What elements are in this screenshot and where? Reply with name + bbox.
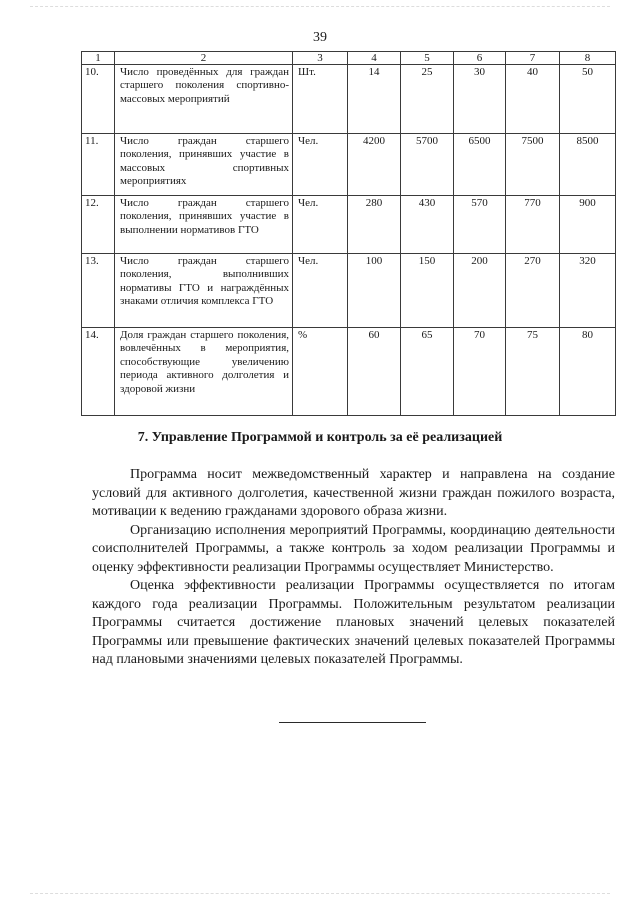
value-cell: 14: [348, 65, 401, 134]
header-cell: 8: [560, 52, 616, 65]
unit-cell: Чел.: [293, 196, 348, 254]
unit-cell: Шт.: [293, 65, 348, 134]
value-cell: 6500: [454, 134, 506, 196]
value-cell: 150: [401, 254, 454, 328]
value-cell: 4200: [348, 134, 401, 196]
indicator-name: Доля граждан старшего поколения, вовлечённых в мероприятия, способствующие увеличению периода активного долголетия и здоровой жизни: [115, 328, 293, 416]
table-row: [82, 254, 616, 328]
value-cell: 80: [560, 328, 616, 416]
value-cell: 570: [454, 196, 506, 254]
value-cell: 7500: [506, 134, 560, 196]
header-cell: 1: [82, 52, 115, 65]
row-index: 13.: [82, 254, 115, 328]
footer-rule: [279, 722, 426, 723]
page-number: 39: [313, 30, 327, 45]
value-cell: 100: [348, 254, 401, 328]
value-cell: 280: [348, 196, 401, 254]
value-cell: 8500: [560, 134, 616, 196]
value-cell: 75: [506, 328, 560, 416]
indicator-name: Число проведённых для граждан старшего поколения спортивно-массовых мероприятий: [115, 65, 293, 134]
paragraph: Программа носит межведомственный характер и направлена на создание условий для активного долголетия, качественной жизни граждан пожилого возраста, мотивации к ведению гражданами здорового образа жизни.: [92, 467, 615, 519]
value-cell: 50: [560, 65, 616, 134]
indicator-name: Число граждан старшего поколения, принявших участие в выполнении нормативов ГТО: [115, 196, 293, 254]
value-cell: 65: [401, 328, 454, 416]
section-heading: 7. Управление Программой и контроль за её реализацией: [137, 430, 503, 445]
table-row: [82, 328, 616, 416]
value-cell: 40: [506, 65, 560, 134]
scan-edge-bottom: [30, 893, 610, 894]
table-row: [82, 65, 616, 134]
value-cell: 320: [560, 254, 616, 328]
row-index: 11.: [82, 134, 115, 196]
table-row: [82, 134, 616, 196]
value-cell: 5700: [401, 134, 454, 196]
value-cell: 200: [454, 254, 506, 328]
header-cell: 4: [348, 52, 401, 65]
indicators-table: [81, 51, 616, 416]
paragraph: Оценка эффективности реализации Программы осуществляется по итогам каждого года реализации Программы. Положительным результатом реализации Программы считается достижение плановых значений целевых показателей Программы или превышение фактических значений целевых показателей Программы над плановыми значениями целевых показателей Программы.: [92, 578, 615, 667]
row-index: 10.: [82, 65, 115, 134]
indicator-name: Число граждан старшего поколения, выполнивших нормативы ГТО и награждённых знаками отличия комплекса ГТО: [115, 254, 293, 328]
value-cell: 900: [560, 196, 616, 254]
unit-cell: %: [293, 328, 348, 416]
value-cell: 60: [348, 328, 401, 416]
section-body: [92, 466, 615, 670]
table-row: [82, 196, 616, 254]
value-cell: 770: [506, 196, 560, 254]
row-index: 12.: [82, 196, 115, 254]
header-cell: 6: [454, 52, 506, 65]
header-cell: 3: [293, 52, 348, 65]
value-cell: 70: [454, 328, 506, 416]
header-cell: 2: [115, 52, 293, 65]
value-cell: 25: [401, 65, 454, 134]
value-cell: 270: [506, 254, 560, 328]
header-cell: 5: [401, 52, 454, 65]
paragraph: Организацию исполнения мероприятий Программы, координацию деятельности соисполнителей Программы, а также контроль за ходом реализации Программы и оценку эффективности реализации Программы осуществляет Министерство.: [92, 522, 615, 575]
value-cell: 430: [401, 196, 454, 254]
unit-cell: Чел.: [293, 134, 348, 196]
indicator-name: Число граждан старшего поколения, принявших участие в массовых спортивных мероприятиях: [115, 134, 293, 196]
scan-edge-top: [30, 6, 610, 7]
value-cell: 30: [454, 65, 506, 134]
row-index: 14.: [82, 328, 115, 416]
table-header-row: [82, 52, 616, 65]
unit-cell: Чел.: [293, 254, 348, 328]
header-cell: 7: [506, 52, 560, 65]
